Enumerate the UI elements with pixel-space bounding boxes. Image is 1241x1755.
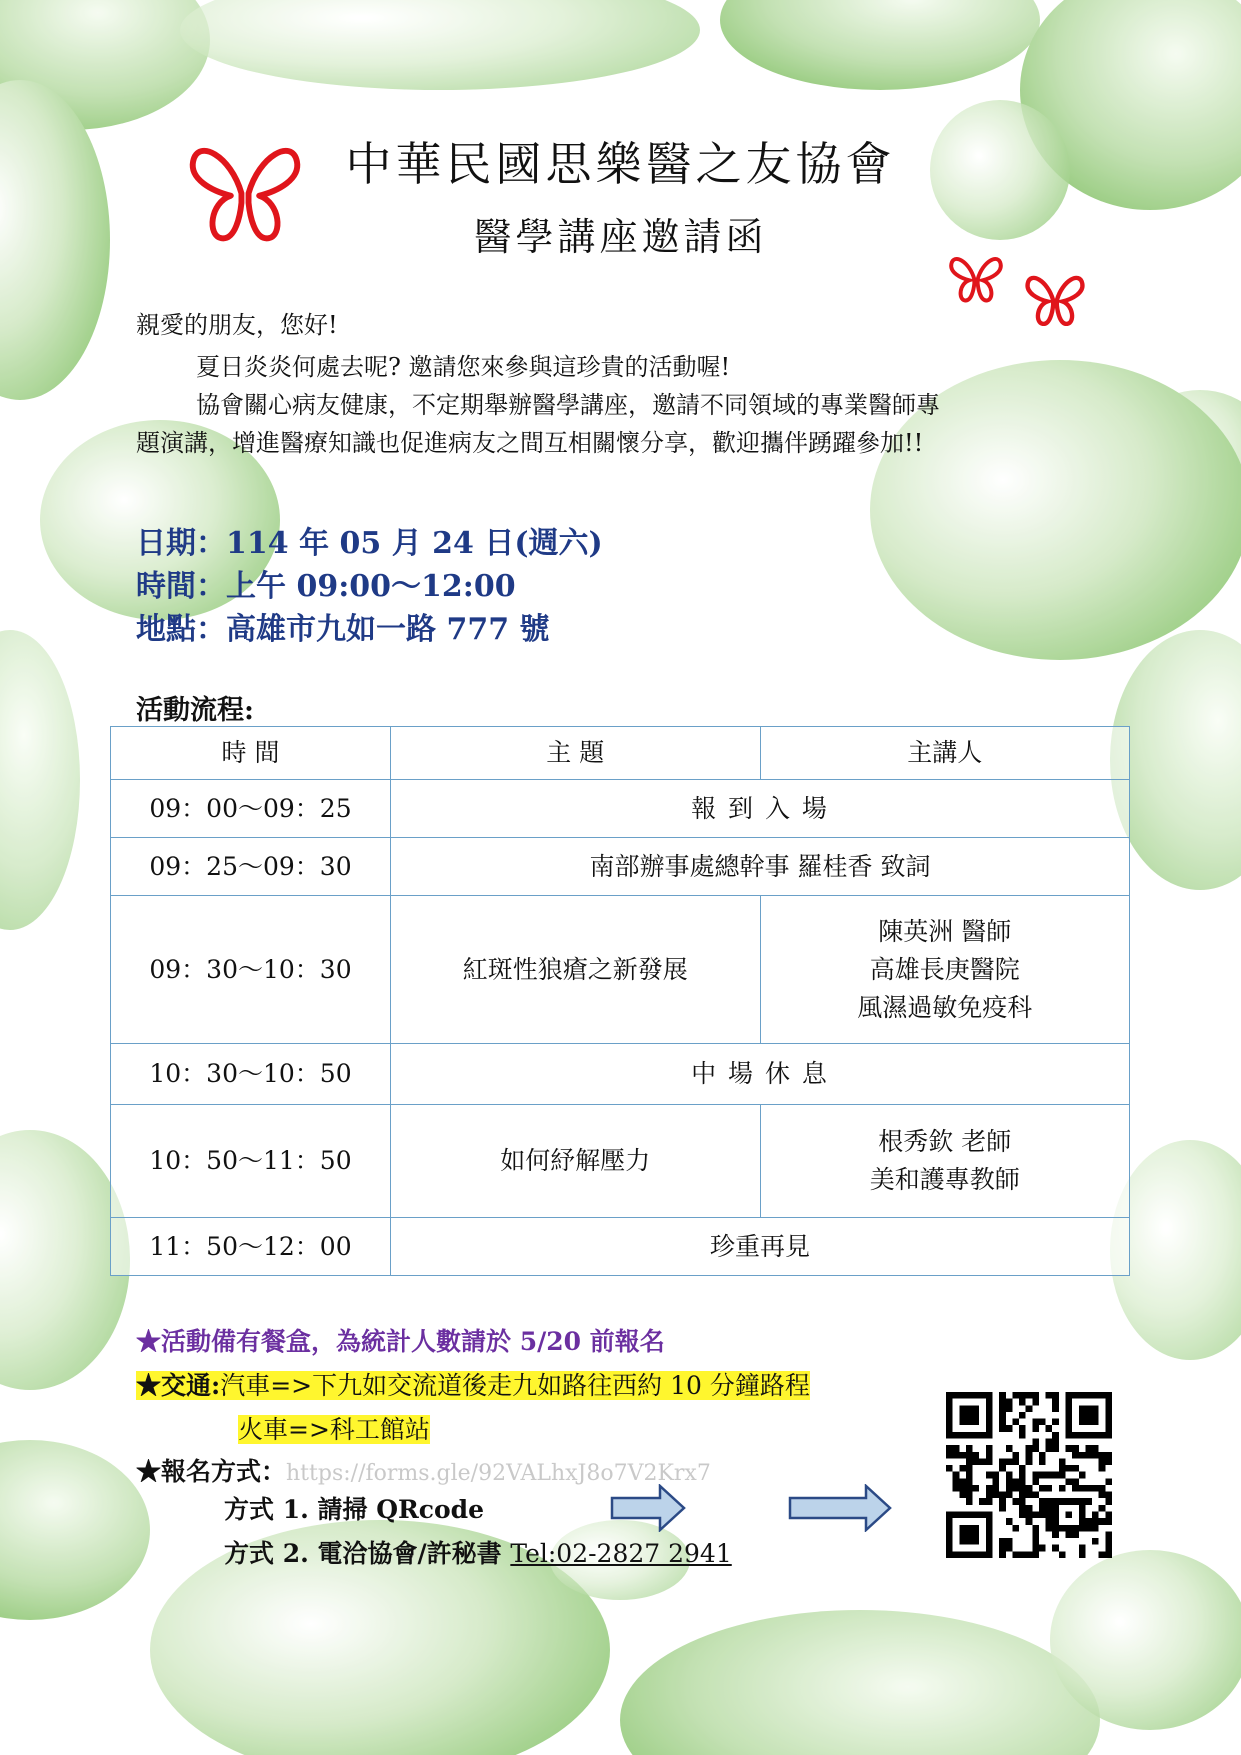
transport-note	[136, 1366, 810, 1402]
row-topic: 如何紓解壓力	[391, 1105, 760, 1218]
method-2	[224, 1534, 732, 1570]
row-time: 09：30～10：30	[111, 896, 391, 1044]
row-merged: 南部辦事處總幹事 羅桂香 致詞	[391, 838, 1130, 896]
row-time: 10：50～11：50	[111, 1105, 391, 1218]
table-row	[111, 1218, 1130, 1276]
method-1: 方式 1. 請掃 QRcode	[224, 1495, 485, 1524]
speaker-line: 陳英洲 醫師	[878, 916, 1012, 946]
greeting-line: 親愛的朋友，您好!	[136, 311, 338, 339]
row-merged: 報 到 入 場	[391, 780, 1130, 838]
transport-train: 火車=>科工館站	[238, 1415, 430, 1444]
table-row	[111, 1105, 1130, 1218]
row-time: 11：50～12：00	[111, 1218, 391, 1276]
schedule-table	[110, 726, 1130, 1276]
speaker-line: 美和護專教師	[869, 1165, 1020, 1194]
row-time: 09：25～09：30	[111, 838, 391, 896]
transport-train-note	[238, 1410, 430, 1446]
greeting-line: 題演講，增進醫療知識也促進病友之間互相關懷分享，歡迎攜伴踴躍參加!!	[136, 429, 924, 457]
row-merged: 中 場 休 息	[391, 1044, 1130, 1105]
signup-label: ★報名方式：	[136, 1457, 287, 1486]
page-subtitle: 醫學講座邀請函	[473, 215, 768, 259]
table-row	[111, 1044, 1130, 1105]
transport-label: ★交通:	[136, 1371, 221, 1400]
signup-note	[136, 1452, 711, 1488]
row-merged: 珍重再見	[391, 1218, 1130, 1276]
speaker-line: 風濕過敏免疫科	[857, 992, 1033, 1022]
row-speaker	[760, 896, 1130, 1044]
table-row	[111, 780, 1130, 838]
header-topic: 主 題	[391, 727, 760, 780]
qr-code[interactable]	[946, 1392, 1112, 1558]
row-topic: 紅斑性狼瘡之新發展	[391, 896, 760, 1044]
table-row	[111, 838, 1130, 896]
speaker-line: 高雄長庚醫院	[869, 954, 1020, 984]
arrow-right-icon	[788, 1484, 892, 1532]
table-row	[111, 896, 1130, 1044]
header-time: 時 間	[111, 727, 391, 780]
event-place: 地點：高雄市九如一路 777 號	[136, 612, 550, 647]
meal-note: ★活動備有餐盒，為統計人數請於 5/20 前報名	[136, 1327, 665, 1356]
row-speaker	[760, 1105, 1130, 1218]
method-2-label: 方式 2. 電洽協會/許秘書	[224, 1539, 511, 1568]
transport-car: 汽車=>下九如交流道後走九如路往西約 10 分鐘路程	[220, 1371, 810, 1400]
event-time: 時間：上午 09:00～12:00	[136, 569, 516, 604]
greeting-line: 協會關心病友健康，不定期舉辦醫學講座，邀請不同領域的專業醫師專	[196, 391, 940, 419]
signup-link[interactable]: https://forms.gle/92VALhxJ8o7V2Krx7	[286, 1461, 711, 1486]
table-header-row	[111, 727, 1130, 780]
schedule-label: 活動流程:	[136, 695, 254, 726]
speaker-line: 根秀欽 老師	[878, 1127, 1012, 1156]
page-title: 中華民國思樂醫之友協會	[345, 137, 896, 191]
row-time: 10：30～10：50	[111, 1044, 391, 1105]
header-speaker: 主講人	[760, 727, 1130, 780]
row-time: 09：00～09：25	[111, 780, 391, 838]
arrow-right-icon	[610, 1484, 686, 1532]
phone-number[interactable]: Tel:02-2827 2941	[510, 1539, 732, 1568]
greeting-line: 夏日炎炎何處去呢? 邀請您來參與這珍貴的活動喔!	[196, 353, 731, 381]
event-date: 日期：114 年 05 月 24 日(週六)	[136, 526, 603, 561]
